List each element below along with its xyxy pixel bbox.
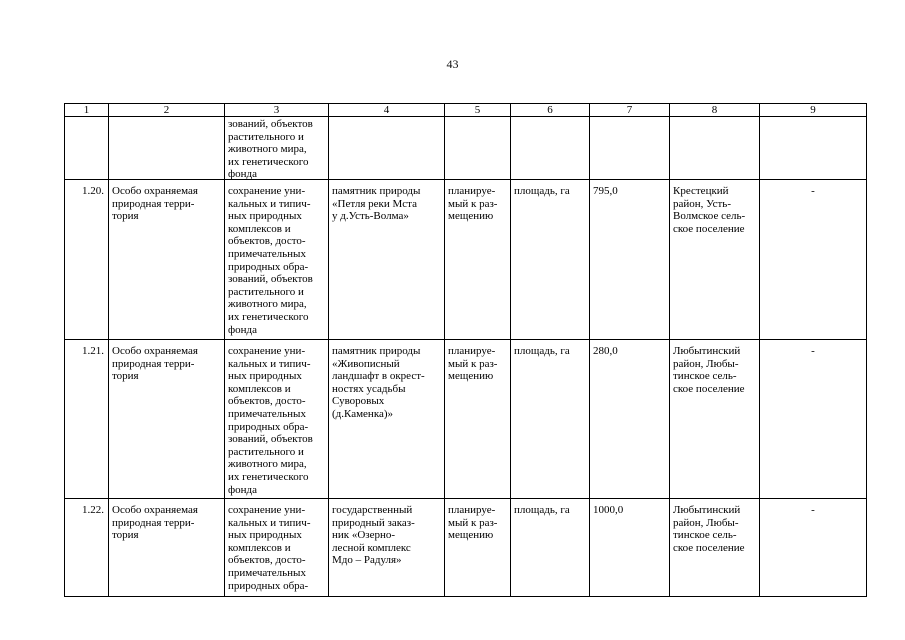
table-cell-purpose: сохранение уни- кальных и типич- ных природных комплексов и объектов, досто- примечательных природных обра- [224, 498, 328, 597]
table-cell-status: планируе- мый к раз- мещению [444, 498, 510, 597]
table-cell-status: планируе- мый к раз- мещению [444, 339, 510, 498]
continuation-cell-num [64, 116, 108, 179]
table-cell-purpose: сохранение уни- кальных и типич- ных природных комплексов и объектов, досто- примечательных природных обра- зований, объектов растительного и животного мира, их генетического фонда [224, 339, 328, 498]
continuation-cell-param [510, 116, 589, 179]
table-cell-location: Любытинский район, Любы- тинское сель- ское поселение [669, 339, 759, 498]
table-cell-value: 795,0 [589, 179, 669, 339]
table-cell-num: 1.22. [64, 498, 108, 597]
table-cell-num: 1.21. [64, 339, 108, 498]
table-cell-zone: - [759, 339, 867, 498]
table-cell-purpose: сохранение уни- кальных и типич- ных природных комплексов и объектов, досто- примечательных природных обра- зований, объектов растительного и животного мира, их генетического фонда [224, 179, 328, 339]
table-cell-location: Крестецкий район, Усть- Волмское сель- ское поселение [669, 179, 759, 339]
table-cell-name: Особо охраняемая природная терри- тория [108, 339, 224, 498]
table-cell-name: Особо охраняемая природная терри- тория [108, 498, 224, 597]
table-cell-location: Любытинский район, Любы- тинское сель- ское поселение [669, 498, 759, 597]
header-cell-9: 9 [759, 103, 867, 116]
table-cell-param: площадь, га [510, 498, 589, 597]
table-cell-value: 280,0 [589, 339, 669, 498]
continuation-cell-location [669, 116, 759, 179]
header-cell-2: 2 [108, 103, 224, 116]
continuation-cell-zone [759, 116, 867, 179]
table-cell-object: памятник природы «Живописный ландшафт в окрест- ностях усадьбы Суворовых (д.Каменка)» [328, 339, 444, 498]
table-cell-value: 1000,0 [589, 498, 669, 597]
continuation-cell-status [444, 116, 510, 179]
page-number: 43 [446, 57, 459, 71]
table-cell-zone: - [759, 179, 867, 339]
header-cell-4: 4 [328, 103, 444, 116]
header-cell-5: 5 [444, 103, 510, 116]
continuation-cell-purpose: зований, объектов растительного и животного мира, их генетического фонда [224, 116, 328, 179]
header-cell-3: 3 [224, 103, 328, 116]
continuation-cell-object [328, 116, 444, 179]
table-cell-param: площадь, га [510, 179, 589, 339]
continuation-cell-name [108, 116, 224, 179]
table-cell-name: Особо охраняемая природная терри- тория [108, 179, 224, 339]
table-cell-param: площадь, га [510, 339, 589, 498]
table-cell-zone: - [759, 498, 867, 597]
header-cell-1: 1 [64, 103, 108, 116]
header-cell-8: 8 [669, 103, 759, 116]
header-cell-7: 7 [589, 103, 669, 116]
continuation-cell-value [589, 116, 669, 179]
table-cell-status: планируе- мый к раз- мещению [444, 179, 510, 339]
table-cell-object: памятник природы «Петля реки Мста у д.Усть-Волма» [328, 179, 444, 339]
header-cell-6: 6 [510, 103, 589, 116]
table-cell-object: государственный природный заказ- ник «Озерно- лесной комплекс Мдо – Радуля» [328, 498, 444, 597]
table-cell-num: 1.20. [64, 179, 108, 339]
